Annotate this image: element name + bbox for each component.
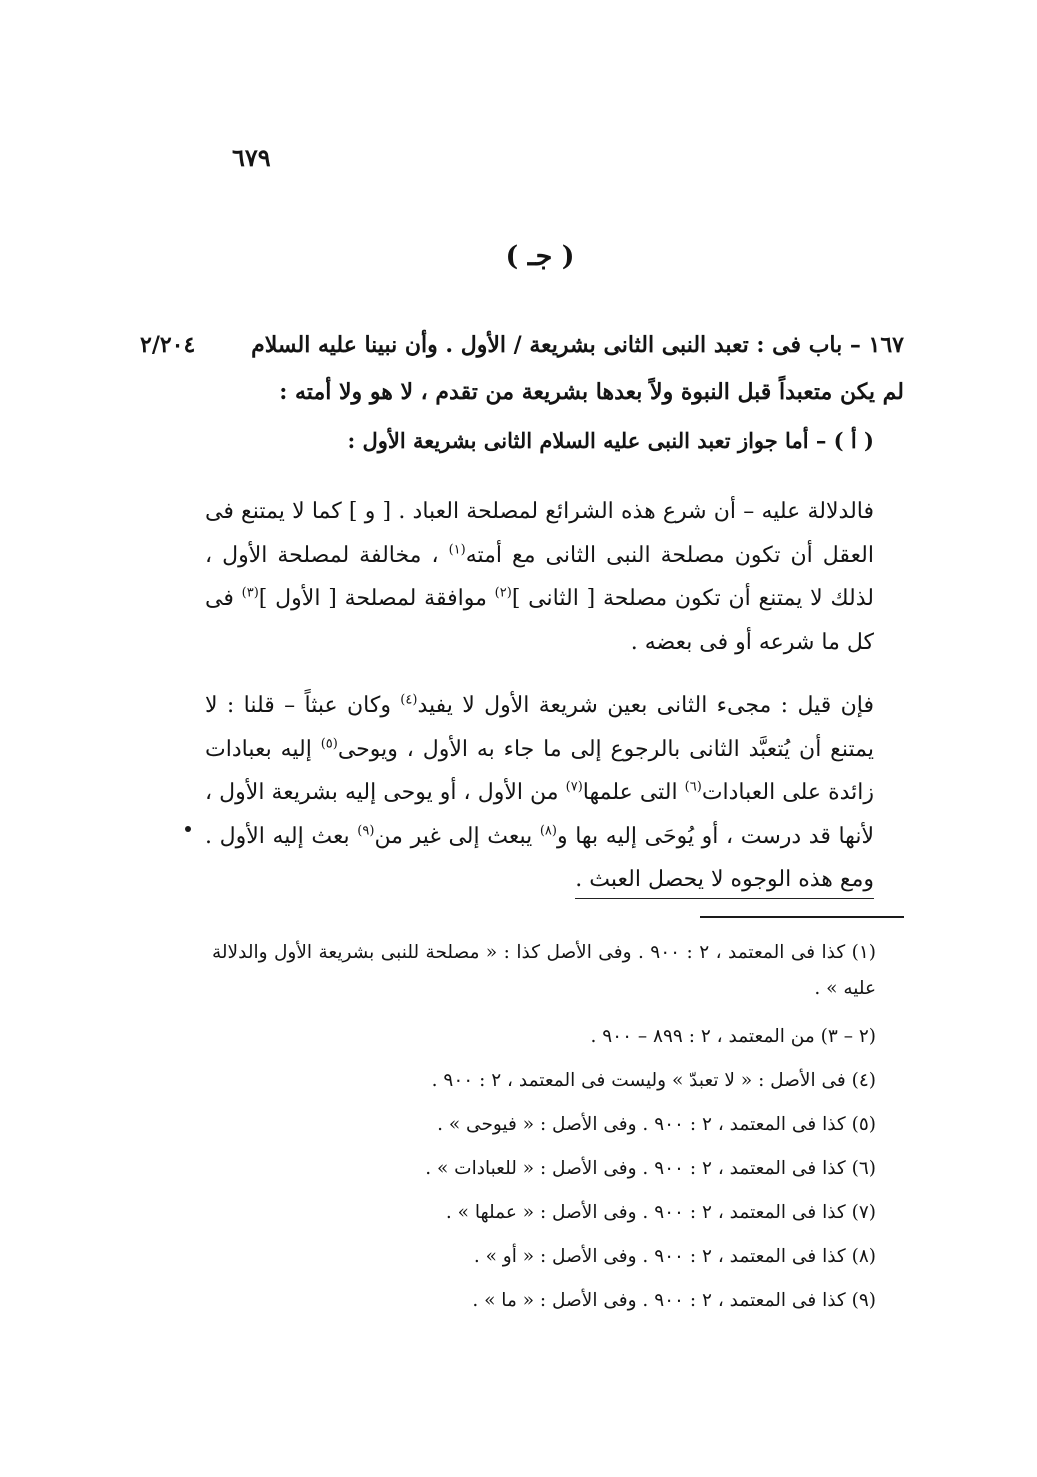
paragraph-text: بعث إليه الأول . bbox=[205, 823, 358, 849]
paragraph-text: فالدلالة عليه – أن شرع هذه الشرائع لمصلحة العباد . [ و ] كما لا يمتنع فى bbox=[205, 499, 874, 524]
footnote-ref: (٣) bbox=[241, 585, 259, 601]
footnote: (٨) كذا فى المعتمد ، ٢ : ٩٠٠ . وفى الأصل : « أو » . bbox=[473, 1246, 876, 1267]
paragraph-text: لأنها قد درست ، أو يُوحَى إليه بها و bbox=[556, 823, 874, 849]
paragraph-text: لا يمتنع أن تكون مصلحة [ الثانى ] bbox=[511, 586, 823, 611]
footnote: (٤) فى الأصل : « لا تعبدّ » وليست فى المعتمد ، ٢ : ٩٠٠ . bbox=[431, 1070, 876, 1091]
footnote: (٩) كذا فى المعتمد ، ٢ : ٩٠٠ . وفى الأصل : « ما » . bbox=[472, 1290, 876, 1311]
chapter-heading-line bbox=[140, 322, 904, 369]
paragraph-text: يبعث إلى غير من bbox=[374, 823, 540, 849]
section-letter: ( جـ ) bbox=[505, 241, 575, 272]
footnote: (٥) كذا فى المعتمد ، ٢ : ٩٠٠ . وفى الأصل : « فيوحى » . bbox=[437, 1114, 876, 1135]
footnote-ref: (٤) bbox=[400, 692, 418, 708]
paragraph-objection bbox=[205, 684, 874, 902]
footnote-separator bbox=[700, 916, 904, 918]
footnote: (١) كذا فى المعتمد ، ٢ : ٩٠٠ . وفى الأصل كذا : « مصلحة للنبى بشريعة الأول والدلالة عليه » . bbox=[212, 942, 876, 999]
paragraph-text: فإن قيل : مجىء الثانى بعين شريعة الأول لا يفيد bbox=[417, 693, 874, 718]
footnote-ref: (٥) bbox=[320, 736, 338, 752]
paragraph-text: فى كل bbox=[205, 586, 874, 655]
page-number: ٦٧٩ bbox=[232, 143, 271, 172]
chapter-heading-block bbox=[140, 322, 904, 416]
paragraph-text: ، مخالفة لمصلحة الأول ، لذلك bbox=[205, 542, 874, 611]
footnote-ref: (٨) bbox=[539, 823, 557, 839]
footnote-ref: (٩) bbox=[357, 823, 375, 839]
paragraph-text: إليه بعبادات bbox=[205, 736, 321, 762]
footnote-ref: (٧) bbox=[565, 779, 583, 795]
footnote-ref: (١) bbox=[448, 542, 466, 558]
paragraph-text: ومع هذه الوجوه لا يحصل العبث . bbox=[575, 867, 874, 899]
paragraph-text: وكان عبثاً – قلنا : bbox=[226, 693, 401, 718]
paragraph-text: التى علمها bbox=[582, 780, 685, 805]
paragraph-proof bbox=[205, 490, 874, 664]
footnote: (٦) كذا فى المعتمد ، ٢ : ٩٠٠ . وفى الأصل : « للعبادات » . bbox=[425, 1158, 876, 1179]
chapter-heading: ١٦٧ – باب فى : تعبد النبى الثانى بشريعة / الأول . وأن نبينا عليه السلام bbox=[251, 332, 904, 358]
footnote: (٧) كذا فى المعتمد ، ٢ : ٩٠٠ . وفى الأصل : « عملها » . bbox=[445, 1202, 876, 1223]
footnote-ref: (٢) bbox=[494, 585, 512, 601]
footnote-ref: (٦) bbox=[684, 779, 702, 795]
footnote: (٢ – ٣) من المعتمد ، ٢ : ٨٩٩ – ٩٠٠ . bbox=[590, 1026, 876, 1047]
paragraph-text: من الأول ، أو يوحى إليه بشريعة الأول ، bbox=[205, 780, 566, 805]
subsection-heading: ( أ ) – أما جواز تعبد النبى عليه السلام الثانى بشريعة الأول : bbox=[347, 428, 874, 453]
paragraph-text: العقل أن تكون مصلحة النبى الثانى مع أمته bbox=[465, 542, 874, 568]
volume-page-reference: ٢/٢٠٤ bbox=[140, 332, 196, 358]
paragraph-text: ما شرعه أو فى بعضه . bbox=[630, 629, 840, 655]
paragraph-text: موافقة لمصلحة [ الأول ] bbox=[258, 586, 495, 611]
paragraph-text: لا يمتنع أن يُتعبَّد الثانى بالرجوع إلى ما جاء به الأول ، ويوحى bbox=[205, 693, 874, 762]
footnotes-block bbox=[212, 935, 876, 1327]
paragraph-text: زائدة على العبادات bbox=[701, 780, 875, 805]
chapter-heading-continuation: لم يكن متعبداً قبل النبوة ولاً بعدها بشريعة من تقدم ، لا هو ولا أمته : bbox=[279, 379, 904, 405]
ink-dot bbox=[185, 826, 191, 832]
